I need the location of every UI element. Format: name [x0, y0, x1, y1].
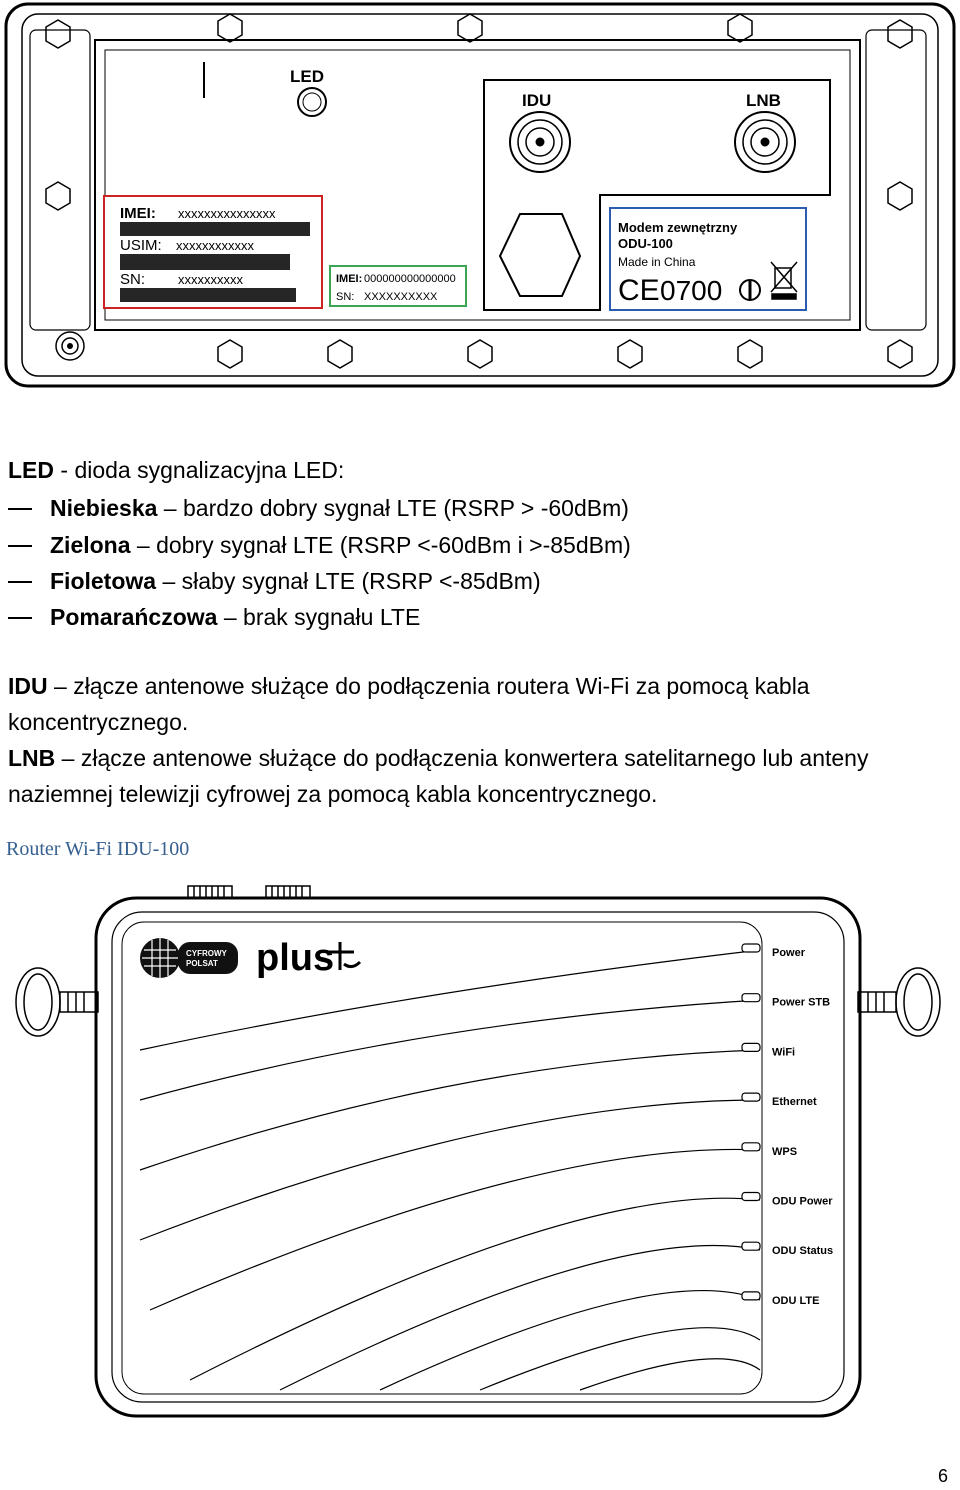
svg-text:CYFROWY: CYFROWY [186, 949, 227, 958]
idu-port-label: IDU [522, 91, 552, 110]
svg-text:xxxxxxxxxxxxxxx: xxxxxxxxxxxxxxx [178, 206, 276, 221]
svg-text:000000000000000: 000000000000000 [364, 273, 456, 285]
svg-text:IMEI:: IMEI: [120, 205, 156, 222]
left-antenna-connector-icon [16, 968, 98, 1036]
svg-text:0700: 0700 [660, 275, 723, 306]
svg-text:SN:: SN: [336, 291, 355, 303]
led-port-label: LED [290, 67, 324, 86]
status-led-label: Ethernet [772, 1096, 817, 1109]
status-led-label: WiFi [772, 1046, 796, 1059]
svg-text:POLSAT: POLSAT [186, 959, 218, 968]
svg-text:XXXXXXXXXX: XXXXXXXXXX [364, 291, 438, 303]
ce-mark: CE [618, 274, 660, 307]
lnb-port-label: LNB [746, 91, 781, 110]
svg-text:IMEI:: IMEI: [336, 273, 363, 285]
svg-text:ODU-100: ODU-100 [618, 236, 673, 251]
status-led-label: Power [772, 947, 806, 959]
led-section-title: LED - dioda sygnalizacyjna LED: [8, 457, 345, 483]
svg-text:xxxxxxxxxxxx: xxxxxxxxxxxx [176, 238, 254, 253]
led-item-blue: Niebieska – bardzo dobry sygnał LTE (RSRP > -60dBm) [8, 494, 629, 522]
dash-bullet [8, 617, 32, 619]
lnb-description: LNB – złącze antenowe służące do podłączenia konwertera satelitarnego lub anteny naziemnej telewizji cyfrowej za pomocą kabla koncentrycznego. [8, 745, 869, 807]
status-led-indicator [742, 1292, 760, 1300]
led-item-orange: Pomarańczowa – brak sygnału LTE [8, 603, 420, 631]
led-item-violet: Fioletowa – słaby sygnał LTE (RSRP <-85dBm) [8, 567, 541, 595]
status-led-indicator [742, 1143, 760, 1151]
status-led-label: ODU Power [772, 1195, 833, 1208]
router-idu-100-figure [0, 870, 960, 1430]
svg-text:SN:: SN: [120, 271, 146, 288]
odu-100-back-panel-figure [0, 0, 960, 392]
idu-description: IDU – złącze antenowe służące do podłączenia routera Wi-Fi za pomocą kabla koncentrycznego. [8, 673, 810, 735]
svg-text:Modem zewnętrzny: Modem zewnętrzny [618, 220, 738, 235]
status-led-label: ODU LTE [772, 1294, 820, 1307]
led-item-green: Zielona – dobry sygnał LTE (RSRP <-60dBm i >-85dBm) [8, 531, 631, 559]
right-antenna-connector-icon [858, 968, 940, 1036]
status-led-indicator [742, 994, 760, 1002]
cyfrowy-polsat-logo [140, 938, 238, 978]
plus-brand-logo: plus [256, 937, 335, 979]
dash-bullet [8, 545, 32, 547]
status-led-label: WPS [772, 1145, 798, 1158]
status-led-indicator [742, 1193, 760, 1201]
page-number: 6 [937, 1466, 948, 1486]
figure-caption: Router Wi-Fi IDU-100 [6, 838, 190, 860]
status-led-label: Power STB [772, 996, 831, 1009]
dash-bullet [8, 508, 32, 510]
svg-text:Made in China: Made in China [618, 255, 696, 269]
status-led-indicator [742, 944, 760, 952]
status-led-label: ODU Status [772, 1245, 834, 1258]
status-led-indicator [742, 1242, 760, 1250]
dash-bullet [8, 581, 32, 583]
svg-text:xxxxxxxxxx: xxxxxxxxxx [178, 272, 243, 287]
status-led-indicator [742, 1093, 760, 1101]
svg-text:USIM:: USIM: [120, 237, 162, 254]
status-led-indicator [742, 1043, 760, 1051]
